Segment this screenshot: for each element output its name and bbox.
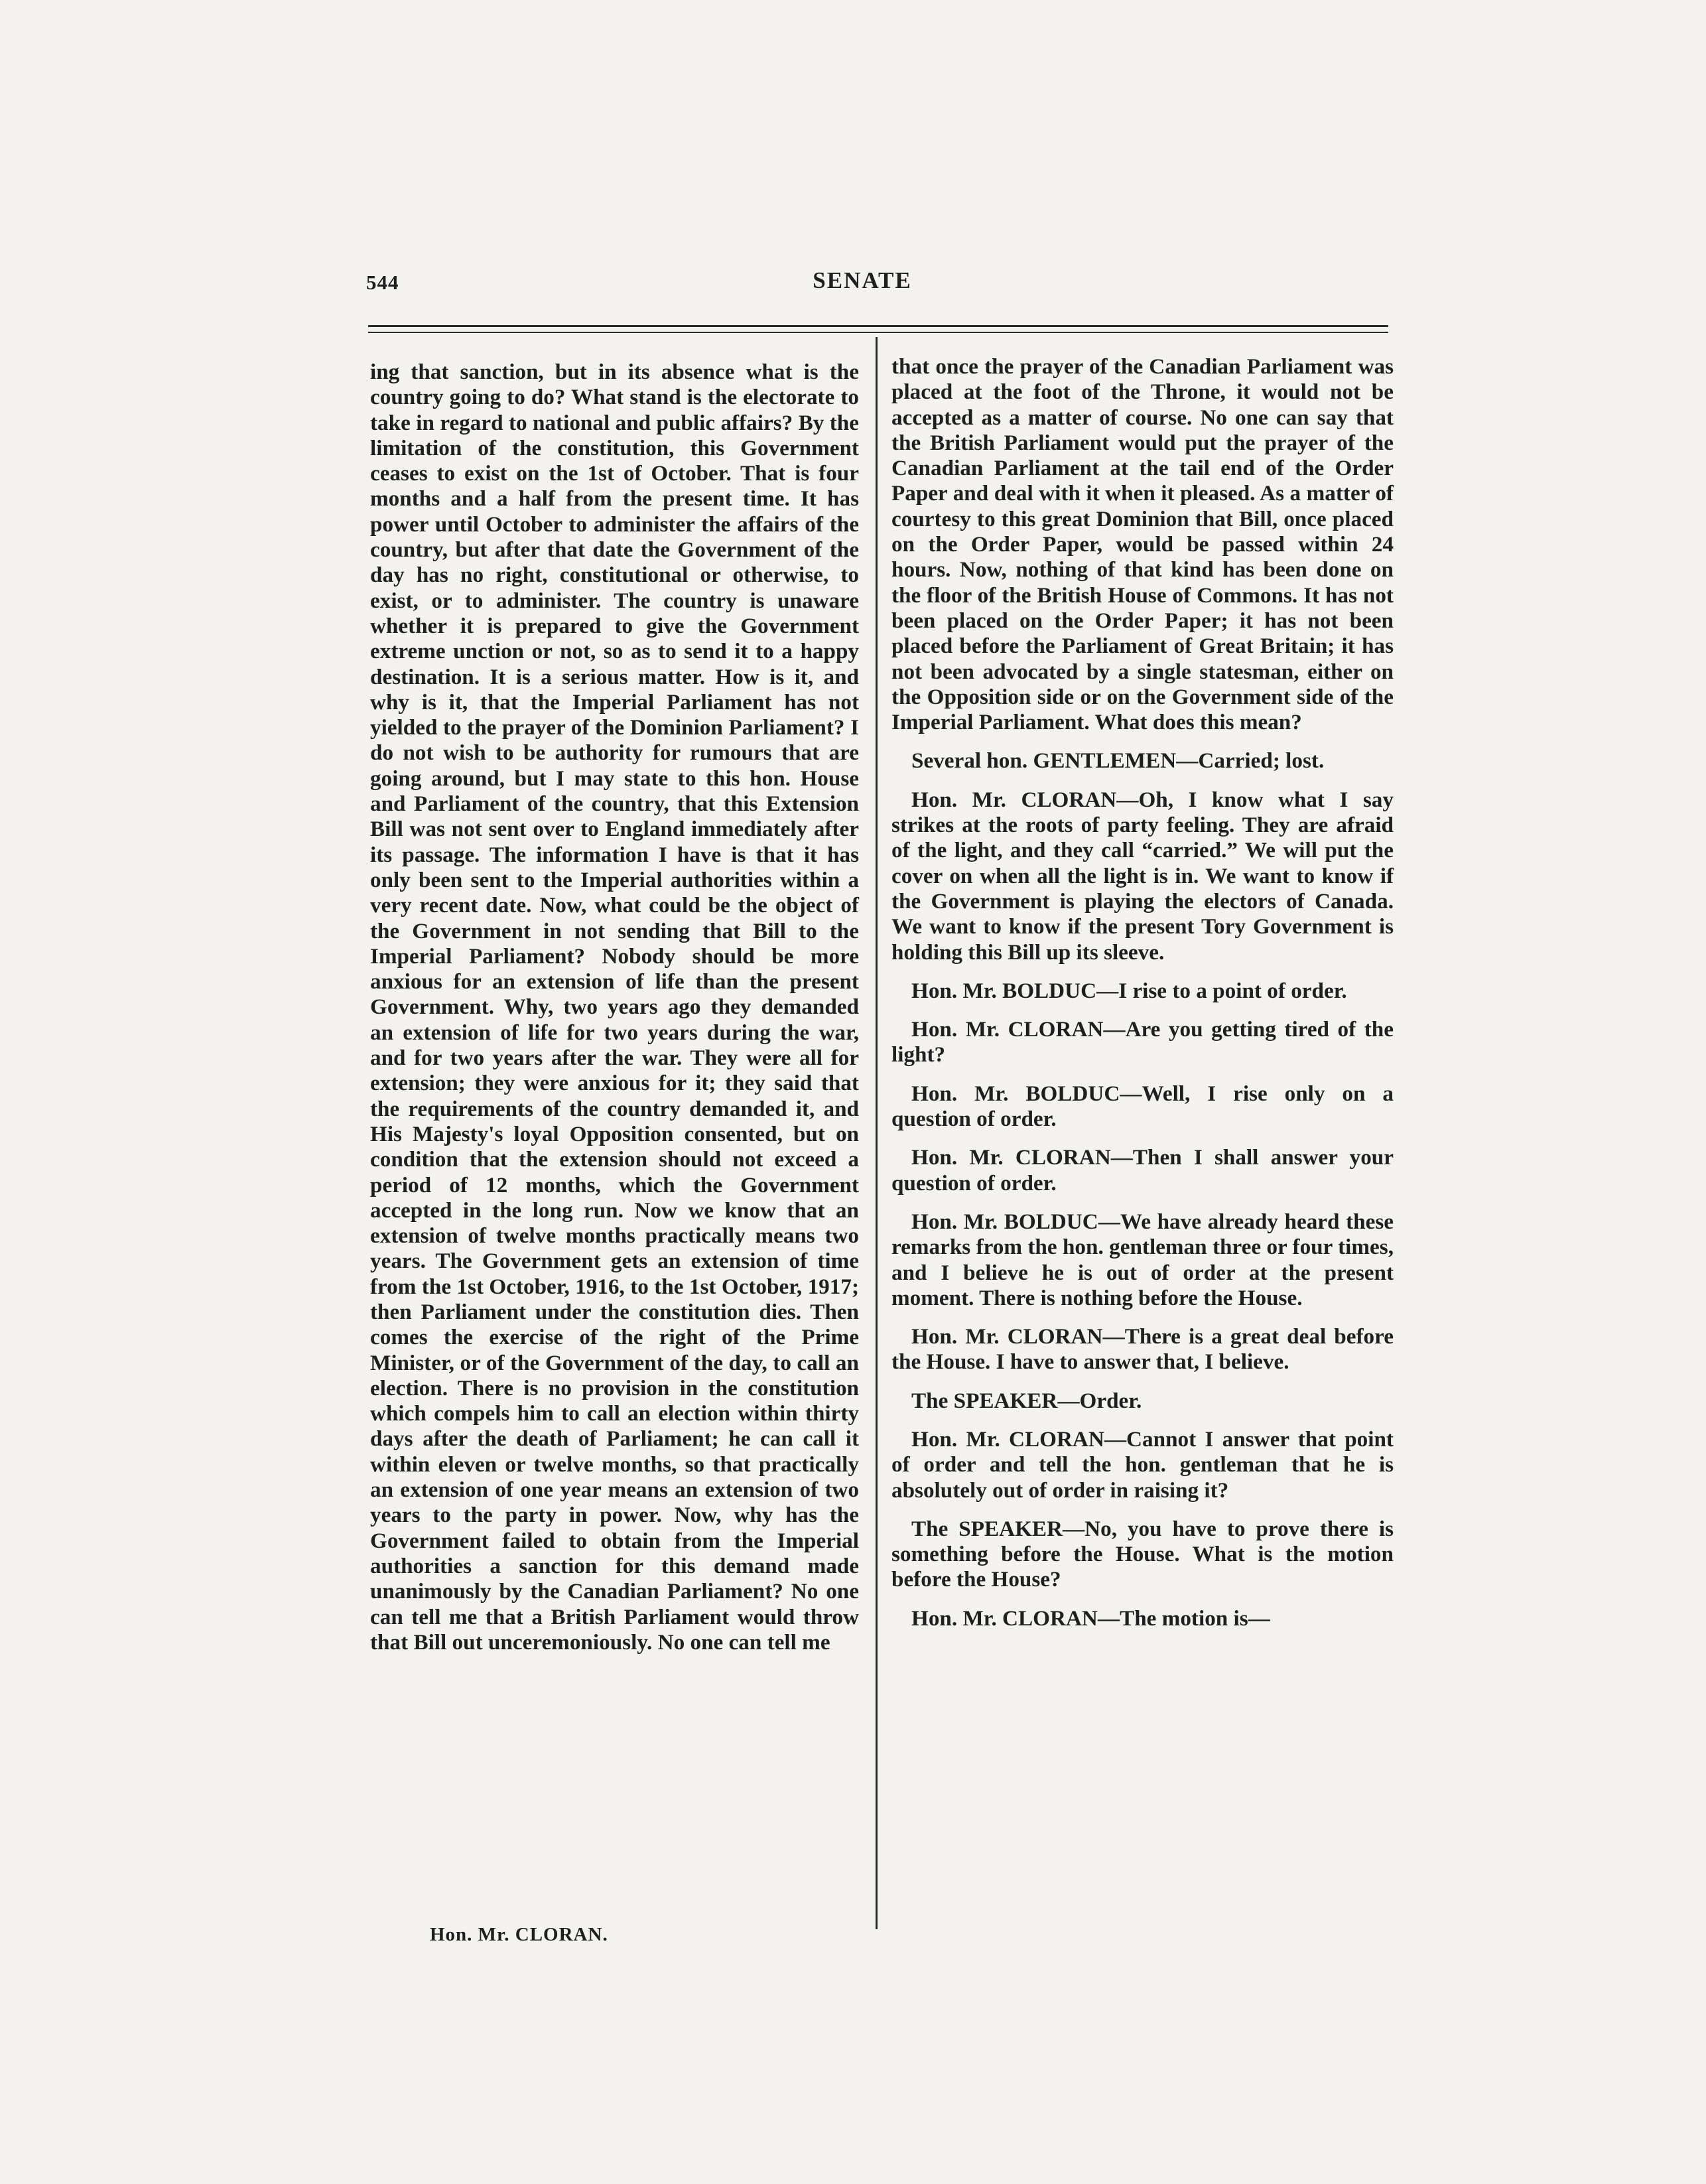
left-column: [370, 360, 859, 1655]
paragraph-cloran-4: Hon. Mr. CLORAN—There is a great deal before the House. I have to answer that, I believe.: [891, 1324, 1394, 1375]
footer-speaker-name: Hon. Mr. CLORAN.: [430, 1924, 608, 1945]
running-head: SENATE: [813, 267, 912, 293]
page-number: 544: [366, 271, 399, 294]
left-column-text: ing that sanction, but in its absence what is the country going to do? What stand is the electorate to take in regard to national and public affairs? By the limitation of the constitution, this Government ceases to exist on the 1st of October. That is four months and a half from the present time. It has power until October to administer the affairs of the country, but after that date the Government of the day has no right, constitutional or otherwise, to exist, or to administer. The country is unaware whether it is prepared to give the Government extreme unction or not, so as to send it to a happy destination. It is a serious matter. How is it, and why is it, that the Imperial Parliament has not yielded to the prayer of the Dominion Parliament? I do not wish to be authority for rumours that are going around, but I may state to this hon. House and Parliament of the country, that this Extension Bill was not sent over to England immediately after its passage. The information I have is that it has only been sent to the Imperial authorities within a very recent date. Now, what could be the object of the Government in not sending that Bill to the Imperial Parliament? Nobody should be more anxious for an extension of life than the present Government. Why, two years ago they demanded an extension of life for two years during the war, and for two years after the war. They were all for extension; they were anxious for it; they said that the requirements of the country demanded it, and His Majesty's loyal Opposition consented, but on condition that the extension should not exceed a period of 12 months, which the Government accepted in the long run. Now we know that an extension of twelve months practically means two years. The Government gets an extension of time from the 1st October, 1916, to the 1st October, 1917; then Parliament under the constitution dies. Then comes the exercise of the right of the Prime Minister, or of the Government of the day, to call an election. There is no provision in the constitution which compels him to call an election within thirty days after the death of Parliament; he can call it within eleven or twelve months, so that practically an extension of one year means an extension of two years to the party in power. Now, why has the Government failed to obtain from the Imperial authorities a sanction for this demand made unanimously by the Canadian Parliament? No one can tell me that a British Parliament would throw that Bill out unceremoniously. No one can tell me: [370, 360, 859, 1655]
right-column: [891, 354, 1394, 1631]
paragraph-gentlemen: Several hon. GENTLEMEN—Carried; lost.: [911, 748, 1325, 774]
paragraph-cloran-5: Hon. Mr. CLORAN—Cannot I answer that point of order and tell the hon. gentleman that he is absolutely out of order in raising it?: [891, 1426, 1394, 1503]
paragraph-cloran-1: Hon. Mr. CLORAN—Oh, I know what I say strikes at the roots of party feeling. They are afraid of the light, and they call “carried.” We will put the cover on when all the light is in. We want to know if the Government is playing the electors of Canada. We want to know if the present Tory Government is holding this Bill up its sleeve.: [891, 787, 1394, 965]
column-divider: [876, 337, 878, 1929]
paragraph-bolduc-3: Hon. Mr. BOLDUC—We have already heard these remarks from the hon. gentleman three or four times, and I believe he is out of order at the present moment. There is nothing before the House.: [891, 1209, 1394, 1310]
paragraph-continuation: that once the prayer of the Canadian Parliament was placed at the foot of the Throne, it would not be accepted as a matter of course. No one can say that the British Parliament would put the prayer of the Canadian Parliament at the tail end of the Order Paper and deal with it when it pleased. As a matter of courtesy to this great Dominion that Bill, once placed on the Order Paper, would be passed within 24 hours. Now, nothing of that kind has been done on the floor of the British House of Commons. It has not been placed on the Order Paper; it has not been placed before the Parliament of Great Britain; it has not been advocated by a single statesman, either on the Opposition side or on the Government side of the Imperial Parliament. What does this mean?: [891, 354, 1394, 735]
paragraph-cloran-2: Hon. Mr. CLORAN—Are you getting tired of the light?: [891, 1017, 1394, 1067]
paragraph-bolduc-1: Hon. Mr. BOLDUC—I rise to a point of order.: [911, 978, 1347, 1003]
paragraph-speaker-1: The SPEAKER—Order.: [911, 1388, 1142, 1413]
paragraph-bolduc-2: Hon. Mr. BOLDUC—Well, I rise only on a question of order.: [891, 1081, 1394, 1132]
paragraph-cloran-3: Hon. Mr. CLORAN—Then I shall answer your question of order.: [891, 1145, 1394, 1195]
paragraph-speaker-2: The SPEAKER—No, you have to prove there is something before the House. What is the motion before the House?: [891, 1516, 1394, 1592]
header-rule-thin: [368, 332, 1388, 333]
header-rule-thick: [368, 325, 1388, 327]
paragraph-cloran-6: Hon. Mr. CLORAN—The motion is—: [911, 1605, 1270, 1631]
